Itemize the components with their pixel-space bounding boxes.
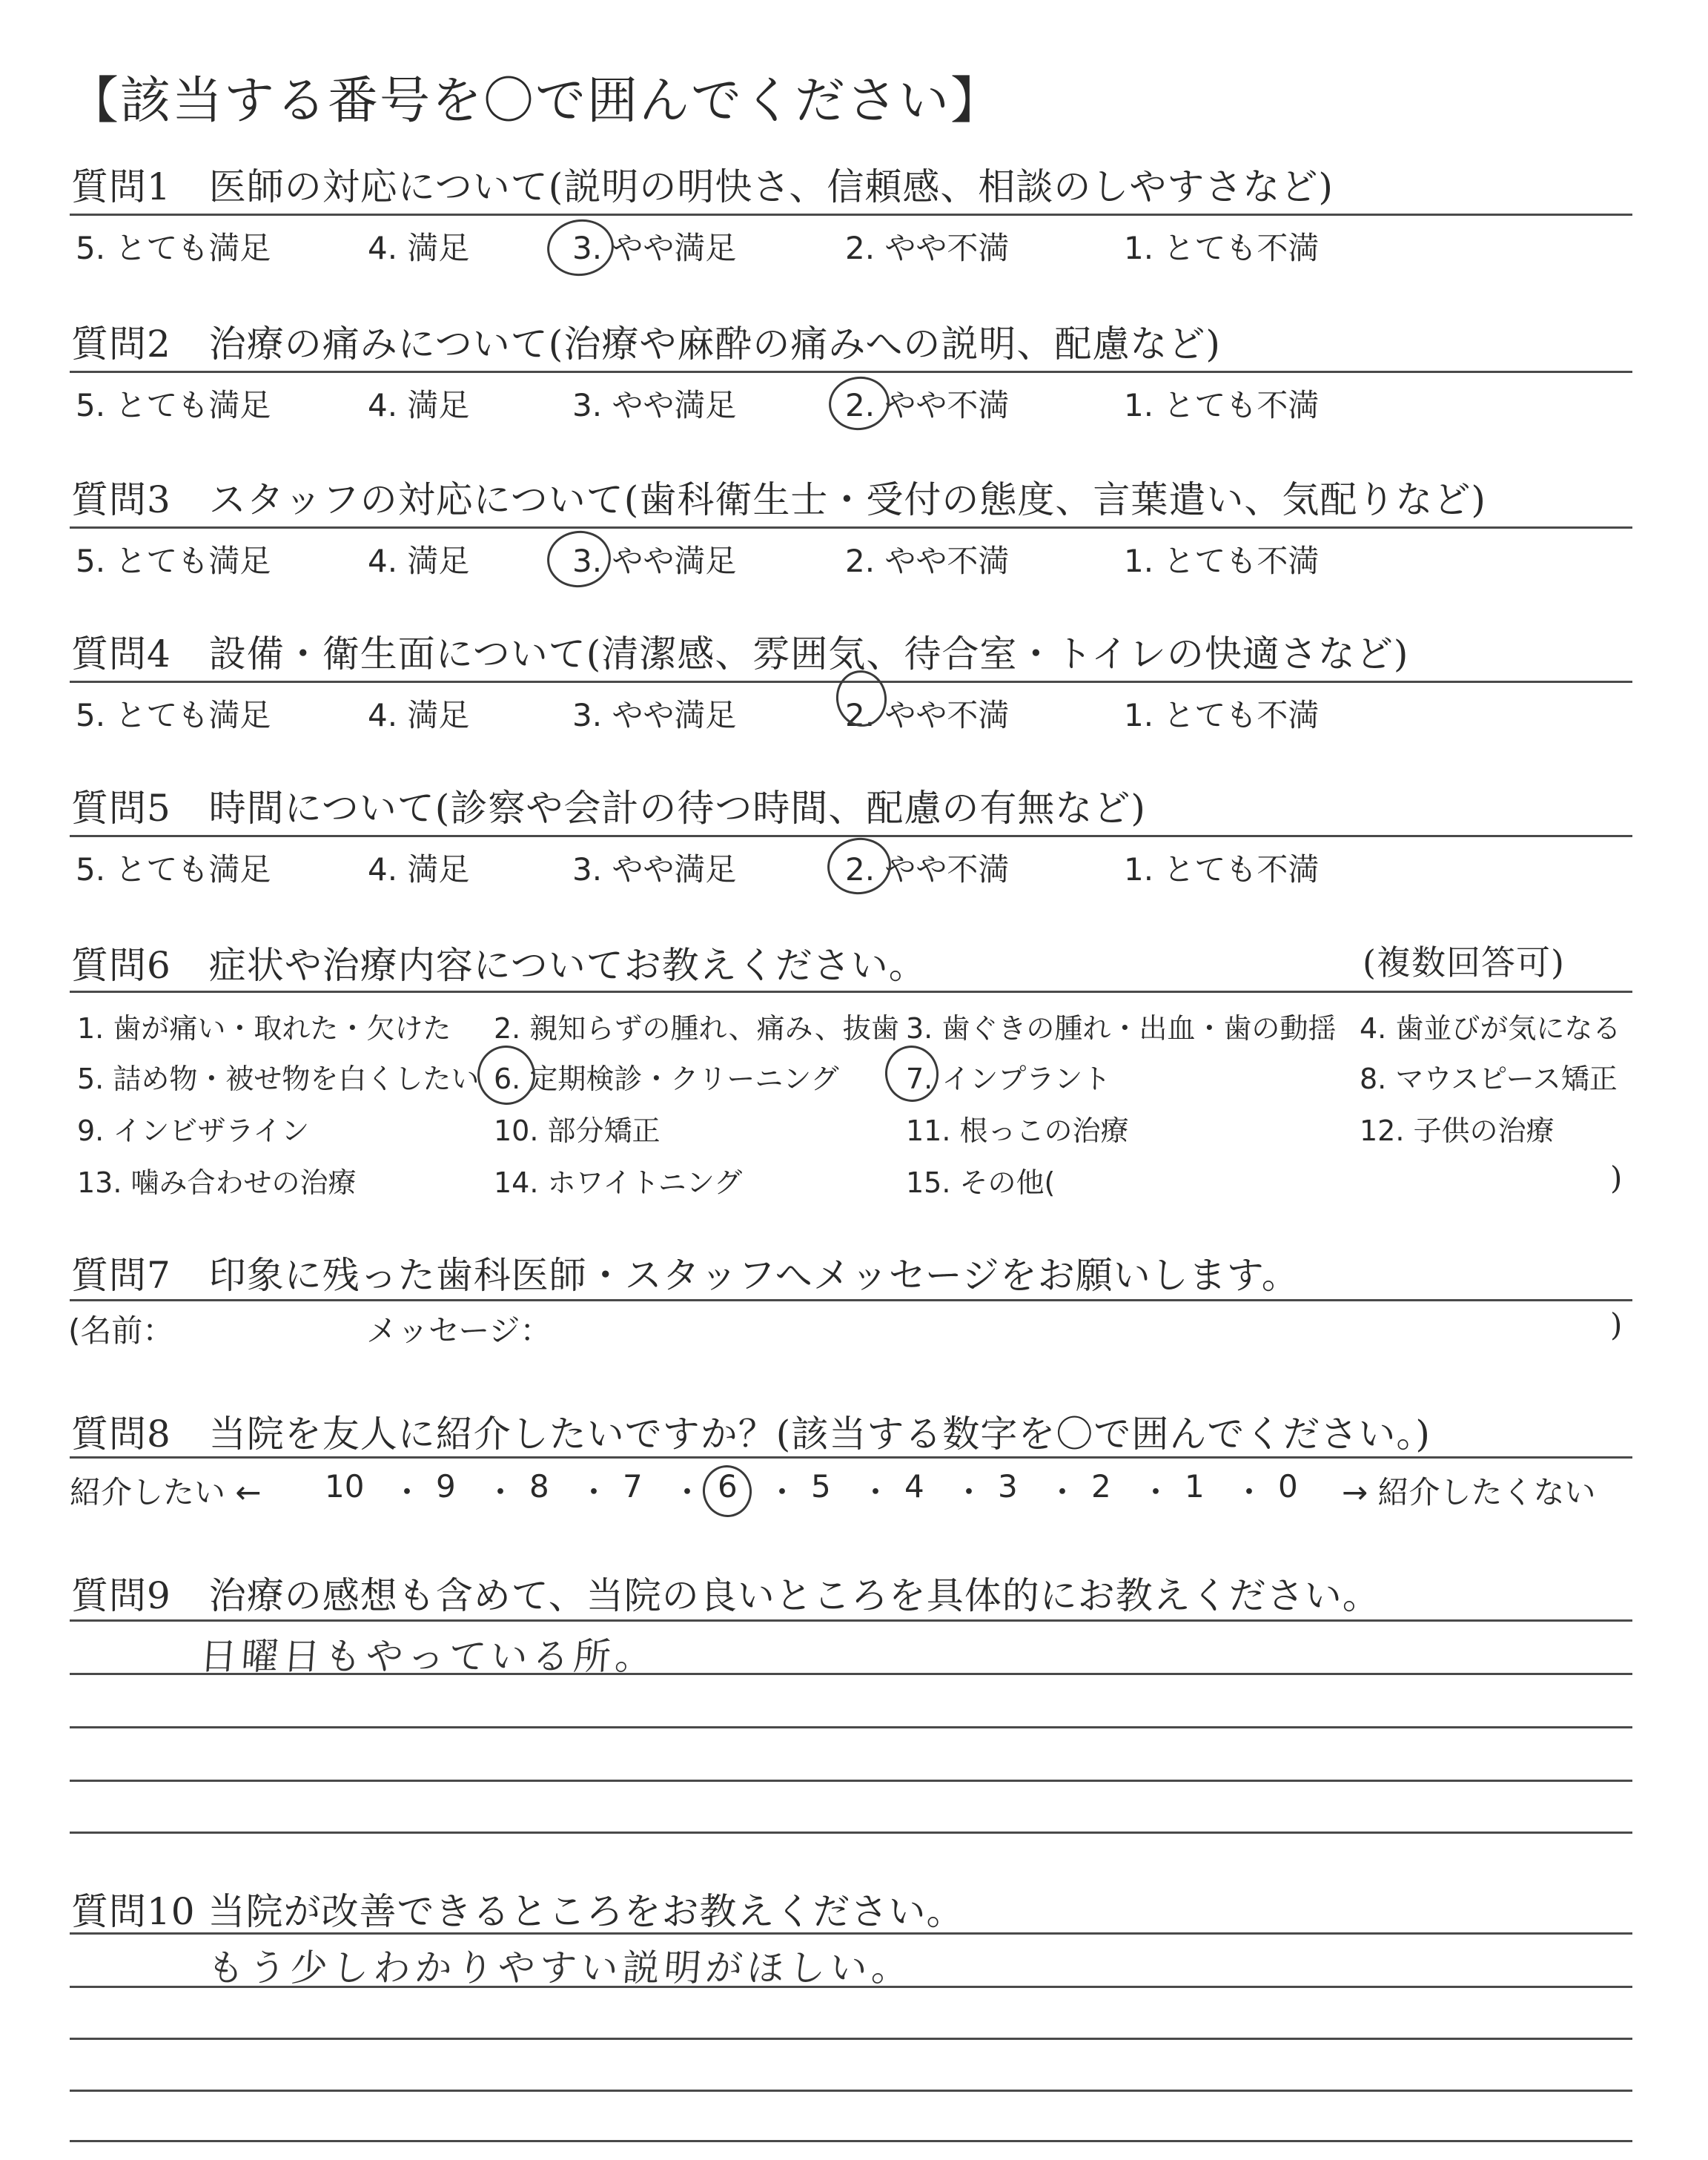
q6-selection-circle-6 (474, 1042, 539, 1109)
scale-dot: ・ (953, 1474, 985, 1510)
q6-other-close-paren: ) (1610, 1160, 1623, 1196)
q6-option-12[interactable]: 12. 子供の治療 (1360, 1114, 1555, 1147)
divider (70, 835, 1632, 837)
q6-option-10[interactable]: 10. 部分矯正 (494, 1114, 661, 1147)
q2-option-1[interactable]: 1. とても不満 (1124, 387, 1320, 423)
q6-option-9[interactable]: 9. インビザライン (77, 1114, 310, 1147)
question-7-title: 質問7 印象に残った歯科医師・スタッフへメッセージをお願いします。 (71, 1254, 1300, 1297)
q3-option-2[interactable]: 2. やや不満 (845, 543, 1010, 579)
q2-option-3[interactable]: 3. やや満足 (572, 387, 737, 423)
scale-value-9[interactable]: 9 (436, 1468, 456, 1505)
question-8-title: 質問8 当院を友人に紹介したいですか？(該当する数字を〇で囲んでください。) (71, 1413, 1431, 1456)
scale-right-label: → 紹介したくない (1342, 1474, 1596, 1510)
q2-option-4[interactable]: 4. 満足 (368, 387, 470, 423)
answer-line (70, 1986, 1632, 1988)
recommend-scale (70, 1468, 1632, 1513)
question-1-title: 質問1 医師の対応について(説明の明快さ、信頼感、相談のしやすさなど) (71, 165, 1334, 208)
q6-option-3[interactable]: 3. 歯ぐきの腫れ・出血・歯の動揺 (906, 1012, 1337, 1045)
scale-dot: ・ (1234, 1474, 1265, 1510)
scale-dot: ・ (860, 1474, 892, 1510)
divider (70, 1932, 1632, 1935)
divider (70, 991, 1632, 993)
question-10-title: 質問10 当院が改善できるところをお教えください。 (71, 1890, 964, 1933)
q3-option-3[interactable]: 3. やや満足 (572, 543, 737, 579)
question-4-title: 質問4 設備・衛生面について(清潔感、雰囲気、待合室・トイレの快適さなど) (71, 633, 1409, 676)
q3-option-4[interactable]: 4. 満足 (368, 543, 470, 579)
q7-message-label: メッセージ： (366, 1312, 552, 1349)
scale-dot: ・ (767, 1474, 798, 1510)
scale-value-5[interactable]: 5 (811, 1468, 831, 1505)
scale-value-4[interactable]: 4 (904, 1468, 924, 1505)
q7-name-label: (名前： (68, 1312, 174, 1349)
q6-option-8[interactable]: 8. マウスピース矯正 (1360, 1063, 1618, 1095)
answer-line (70, 2140, 1632, 2142)
answer-line (70, 1780, 1632, 1782)
scale-value-6[interactable]: 6 (718, 1468, 738, 1505)
answer-line (70, 2038, 1632, 2040)
answer-line (70, 1832, 1632, 1834)
q4-option-4[interactable]: 4. 満足 (368, 697, 470, 733)
q6-option-14[interactable]: 14. ホワイトニング (494, 1166, 743, 1199)
question-6-note: (複数回答可) (1363, 942, 1565, 982)
q6-option-4[interactable]: 4. 歯並びが気になる (1360, 1012, 1621, 1045)
scale-value-1[interactable]: 1 (1185, 1468, 1205, 1505)
q1-option-1[interactable]: 1. とても不満 (1124, 230, 1320, 266)
q5-option-1[interactable]: 1. とても不満 (1124, 851, 1320, 888)
scale-dot: ・ (672, 1474, 704, 1510)
answer-line (70, 1673, 1632, 1675)
q7-close-paren: ) (1610, 1307, 1623, 1343)
question-3-title: 質問3 スタッフの対応について(歯科衛生士・受付の態度、言葉遣い、気配りなど) (71, 478, 1486, 521)
q1-option-3[interactable]: 3. やや満足 (572, 230, 737, 266)
q3-option-1[interactable]: 1. とても不満 (1124, 543, 1320, 579)
q6-option-11[interactable]: 11. 根っこの治療 (906, 1114, 1129, 1147)
scale-dot: ・ (578, 1474, 610, 1510)
q4-option-1[interactable]: 1. とても不満 (1124, 697, 1320, 733)
q5-option-4[interactable]: 4. 満足 (368, 851, 470, 888)
q4-option-2[interactable]: 2. やや不満 (845, 697, 1010, 733)
divider (70, 371, 1632, 373)
q5-option-2[interactable]: 2. やや不満 (845, 851, 1010, 888)
scale-value-0[interactable]: 0 (1278, 1468, 1298, 1505)
scale-dot: ・ (1140, 1474, 1172, 1510)
scale-value-3[interactable]: 3 (998, 1468, 1018, 1505)
q6-option-13[interactable]: 13. 噛み合わせの治療 (77, 1166, 357, 1199)
q2-option-5[interactable]: 5. とても満足 (76, 387, 271, 423)
q6-option-5[interactable]: 5. 詰め物・被せ物を白くしたい (77, 1063, 480, 1095)
question-2-title: 質問2 治療の痛みについて(治療や麻酔の痛みへの説明、配慮など) (71, 323, 1221, 366)
divider (70, 1456, 1632, 1459)
q1-option-4[interactable]: 4. 満足 (368, 230, 470, 266)
divider (70, 214, 1632, 216)
q1-option-5[interactable]: 5. とても満足 (76, 230, 271, 266)
q6-option-15[interactable]: 15. その他( (906, 1166, 1056, 1199)
q6-option-2[interactable]: 2. 親知らずの腫れ、痛み、抜歯 (494, 1012, 899, 1045)
q5-option-3[interactable]: 3. やや満足 (572, 851, 737, 888)
q4-option-5[interactable]: 5. とても満足 (76, 697, 271, 733)
divider (70, 1619, 1632, 1622)
q2-option-2[interactable]: 2. やや不満 (845, 387, 1010, 423)
question-6-title: 質問6 症状や治療内容についてお教えください。 (71, 944, 927, 987)
question-9-title: 質問9 治療の感想も含めて、当院の良いところを具体的にお教えください。 (71, 1574, 1380, 1617)
q6-option-1[interactable]: 1. 歯が痛い・取れた・欠けた (77, 1012, 451, 1045)
q10-handwritten-answer: もう少しわかりやすい説明がほしい。 (205, 1946, 915, 1989)
page-title: 【該当する番号を〇で囲んでください】 (68, 72, 1003, 131)
scale-dot: ・ (1047, 1474, 1079, 1510)
scale-dot: ・ (391, 1474, 423, 1510)
divider (70, 1299, 1632, 1301)
q6-option-6[interactable]: 6. 定期検診・クリーニング (494, 1063, 839, 1095)
scale-value-2[interactable]: 2 (1091, 1468, 1111, 1505)
answer-line (70, 2090, 1632, 2092)
scale-value-8[interactable]: 8 (529, 1468, 549, 1505)
q5-option-5[interactable]: 5. とても満足 (76, 851, 271, 888)
divider (70, 526, 1632, 529)
scale-left-label: 紹介したい ← (70, 1474, 262, 1510)
q3-option-5[interactable]: 5. とても満足 (76, 543, 271, 579)
q6-option-7[interactable]: 7. インプラント (906, 1063, 1111, 1095)
q1-option-2[interactable]: 2. やや不満 (845, 230, 1010, 266)
scale-value-7[interactable]: 7 (623, 1468, 643, 1505)
q9-handwritten-answer: 日曜日もやっている所。 (198, 1635, 658, 1678)
answer-line (70, 1726, 1632, 1728)
scale-value-10[interactable]: 10 (325, 1468, 365, 1505)
question-5-title: 質問5 時間について(診察や会計の待つ時間、配慮の有無など) (71, 787, 1146, 830)
q4-option-3[interactable]: 3. やや満足 (572, 697, 737, 733)
scale-dot: ・ (485, 1474, 517, 1510)
